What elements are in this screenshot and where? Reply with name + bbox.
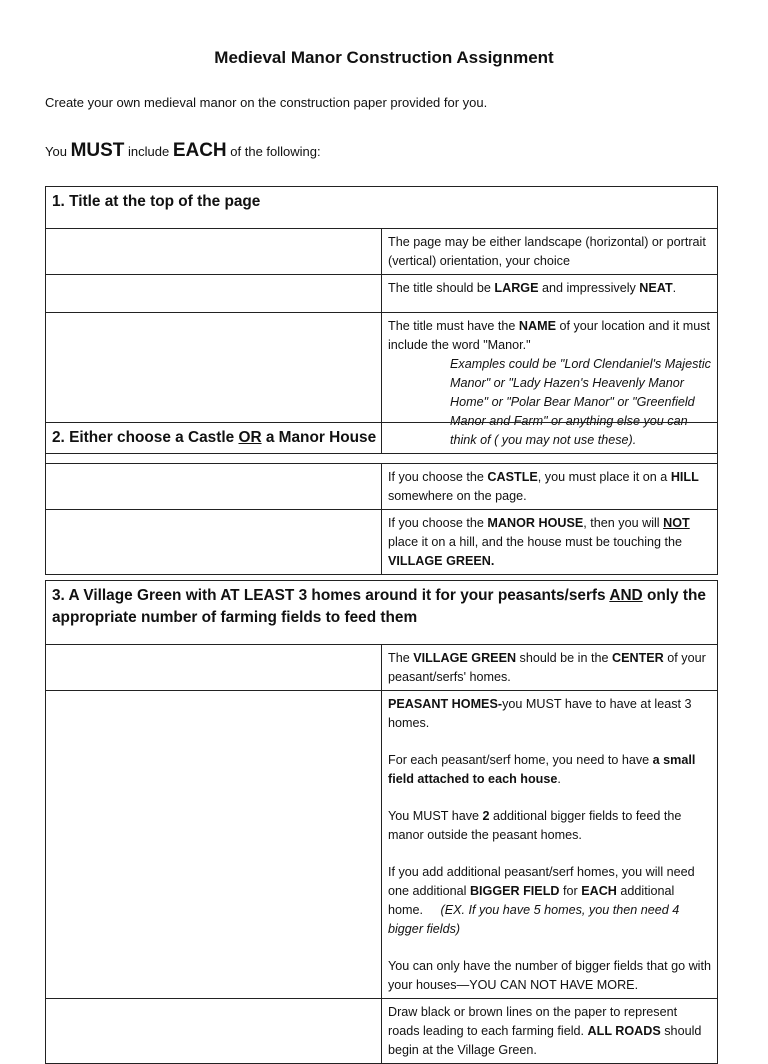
- section-2-row-1: If you choose the CASTLE, you must place it on a HILL somewhere on the page.: [382, 464, 718, 510]
- section-2-table: [45, 422, 718, 575]
- section-2-row-2: If you choose the MANOR HOUSE, then you will NOT place it on a hill, and the house must be touching the VILLAGE GREEN.: [382, 510, 718, 575]
- section-1-table: [45, 186, 718, 454]
- title-examples: Examples could be "Lord Clendaniel's Majestic Manor" or "Lady Hazen's Heavenly Manor Home" or "Polar Bear Manor" or "Greenfield Manor and Farm" or anything else you can think of ( you may not use these).: [450, 357, 711, 447]
- section-1-row-2: The title should be LARGE and impressively NEAT.: [382, 275, 718, 313]
- section-3-heading: 3. A Village Green with AT LEAST 3 homes around it for your peasants/serfs AND only the appropriate number of farming fields to feed them: [46, 581, 718, 645]
- checkbox-cell: [46, 229, 382, 275]
- page-title: Medieval Manor Construction Assignment: [214, 48, 554, 67]
- section-1-row-1: The page may be either landscape (horizontal) or portrait (vertical) orientation, your choice: [382, 229, 718, 275]
- requirements-line: You MUST include EACH of the following:: [45, 140, 321, 161]
- checkbox-cell: [46, 464, 382, 510]
- section-1-row-3: The title must have the NAME of your location and it must include the word "Manor." Examples could be "Lord Clendaniel's Majestic Manor" or "Lady Hazen's Heavenly Manor Home" or "Polar Bear Manor" or "Greenfield Manor and Farm" or anything else you can think of ( you may not use these).: [382, 313, 718, 454]
- checkbox-cell: [46, 275, 382, 313]
- section-3-row-3: Draw black or brown lines on the paper to represent roads leading to each farming field. ALL ROADS should begin at the Village Green.: [382, 999, 718, 1064]
- section-3-table: [45, 580, 718, 1064]
- intro-text: Create your own medieval manor on the construction paper provided for you.: [45, 95, 488, 110]
- section-1-heading: 1. Title at the top of the page: [46, 187, 718, 229]
- section-3-row-1: The VILLAGE GREEN should be in the CENTER of your peasant/serfs' homes.: [382, 645, 718, 691]
- section-3-row-2: PEASANT HOMES-you MUST have to have at least 3 homes. For each peasant/serf home, you need to have a small field attached to each house. You MUST have 2 additional bigger fields to feed the manor outside the peasant homes. If you add additional peasant/serf homes, you will need one additional BIGGER FIELD for EACH additional home. (EX. If you have 5 homes, you then need 4 bigger fields) You can only have the number of bigger fields that go with your houses—YOU CAN NOT HAVE MORE.: [382, 691, 718, 999]
- section-2-heading: 2. Either choose a Castle OR a Manor House: [46, 423, 718, 464]
- checkbox-cell: [46, 691, 382, 999]
- checkbox-cell: [46, 510, 382, 575]
- checkbox-cell: [46, 645, 382, 691]
- checkbox-cell: [46, 999, 382, 1064]
